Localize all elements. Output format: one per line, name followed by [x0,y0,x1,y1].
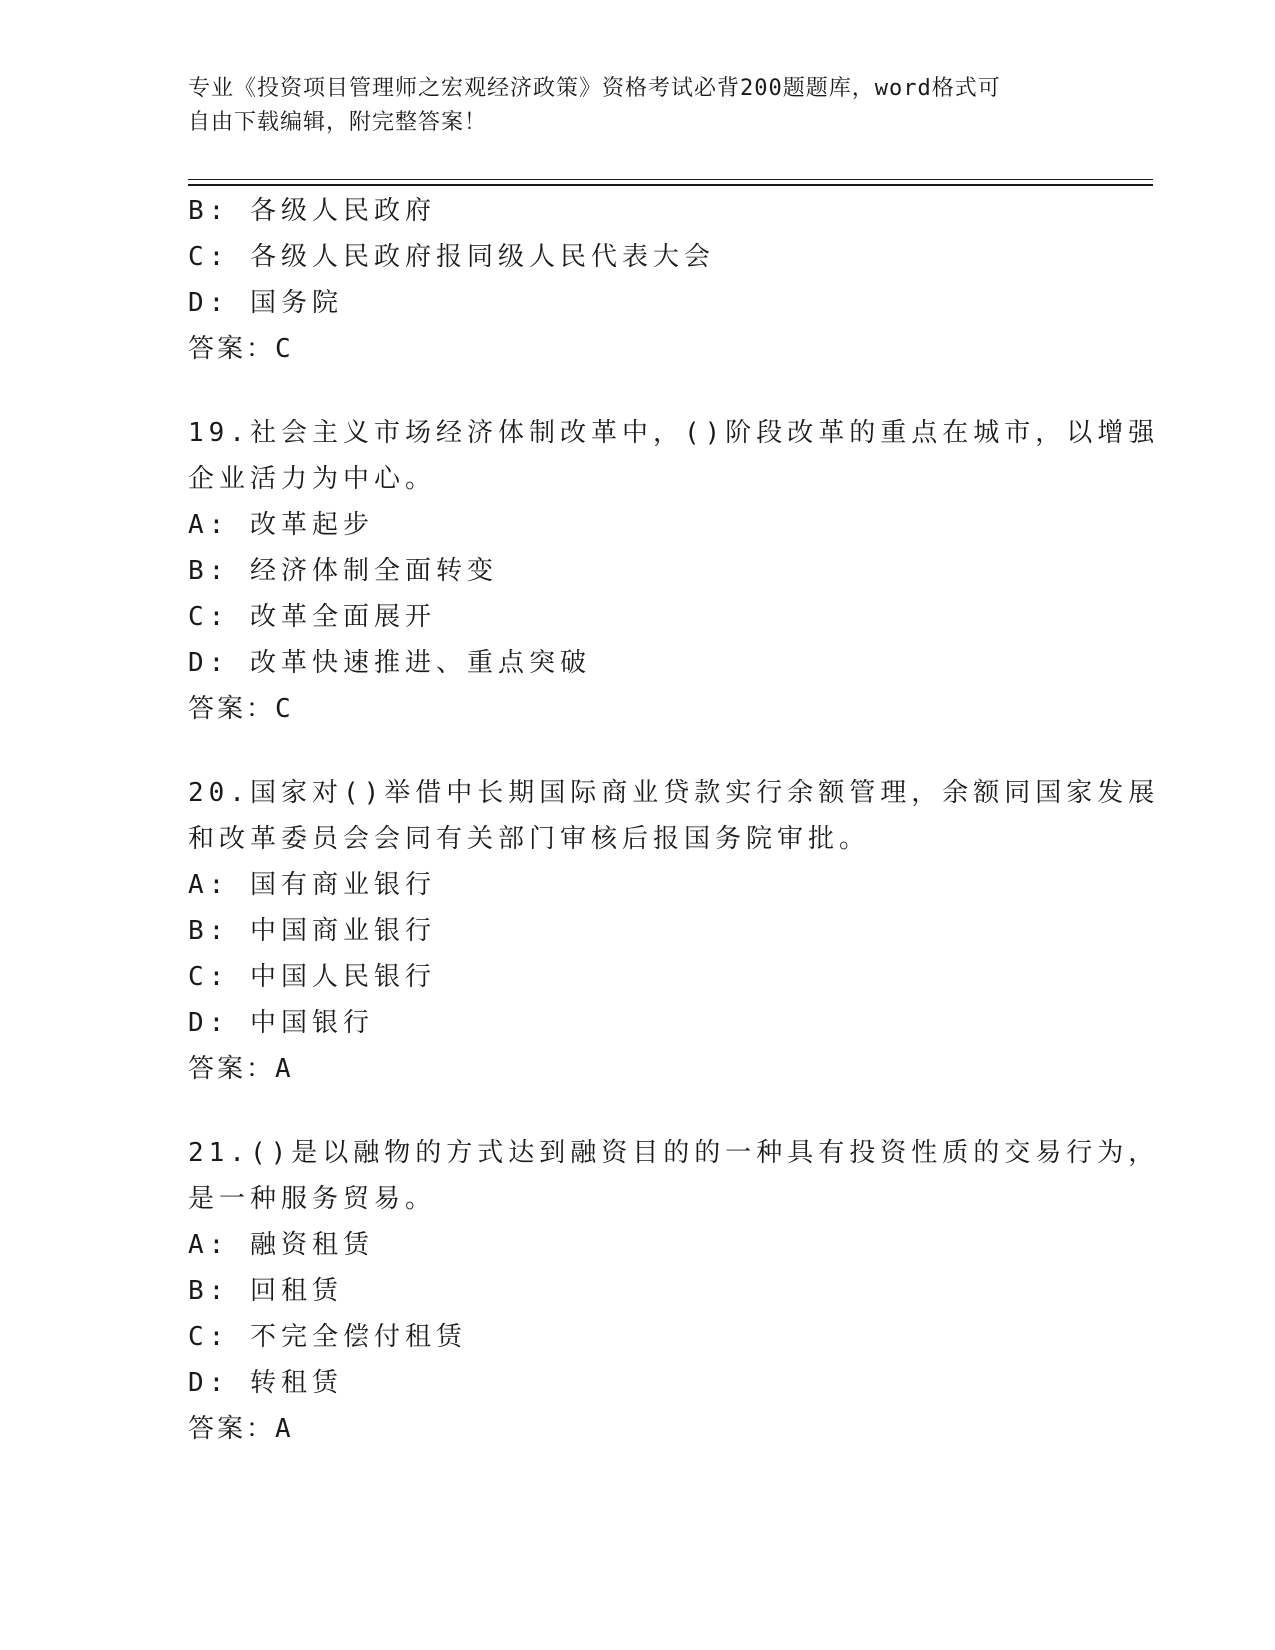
question-stem-line-2: 和改革委员会会同有关部门审核后报国务院审批。 [188,824,871,854]
answer-line: 答案：C [188,334,294,364]
option-a: A: 融资租赁 [188,1230,374,1260]
option-c: C: 不完全偿付租赁 [188,1322,467,1352]
question-stem-line-2: 企业活力为中心。 [188,464,437,494]
question-block-20 [188,770,1160,1092]
question-block-18-continued [188,188,1088,372]
option-c: C: 中国人民银行 [188,962,436,992]
question-list [188,188,1160,1452]
option-b: B: 经济体制全面转变 [188,556,498,586]
answer-line: 答案：A [188,1054,294,1084]
option-c: C: 改革全面展开 [188,602,436,632]
question-stem-line-1: 21.()是以融物的方式达到融资目的的一种具有投资性质的交易行为， [188,1138,1160,1168]
spacer [188,732,1088,770]
answer-line: 答案：C [188,694,294,724]
question-stem-line-1: 20.国家对()举借中长期国际商业贷款实行余额管理，余额同国家发展 [188,778,1160,808]
spacer [188,372,1088,410]
option-d: D: 改革快速推进、重点突破 [188,648,591,678]
question-block-21 [188,1130,1160,1452]
header-title-line-1: 专业《投资项目管理师之宏观经济政策》资格考试必背200题题库，word格式可 [188,76,1001,101]
option-d: D: 转租赁 [188,1368,343,1398]
header-title-line-2: 自由下载编辑，附完整答案！ [188,110,488,135]
option-d: D: 中国银行 [188,1008,374,1038]
option-c: C: 各级人民政府报同级人民代表大会 [188,242,715,272]
option-b: B: 中国商业银行 [188,916,436,946]
option-b: B: 回租赁 [188,1276,343,1306]
answer-line: 答案：A [188,1414,294,1444]
header-divider-thick [188,184,1153,186]
header-divider-thin [188,179,1153,180]
question-stem-line-2: 是一种服务贸易。 [188,1184,437,1214]
option-b: B: 各级人民政府 [188,196,436,226]
spacer [188,1092,1088,1130]
question-block-19 [188,410,1160,732]
option-a: A: 国有商业银行 [188,870,436,900]
option-a: A: 改革起步 [188,510,374,540]
option-d: D: 国务院 [188,288,343,318]
document-header [188,72,1068,140]
question-stem-line-1: 19.社会主义市场经济体制改革中，()阶段改革的重点在城市，以增强 [188,418,1160,448]
